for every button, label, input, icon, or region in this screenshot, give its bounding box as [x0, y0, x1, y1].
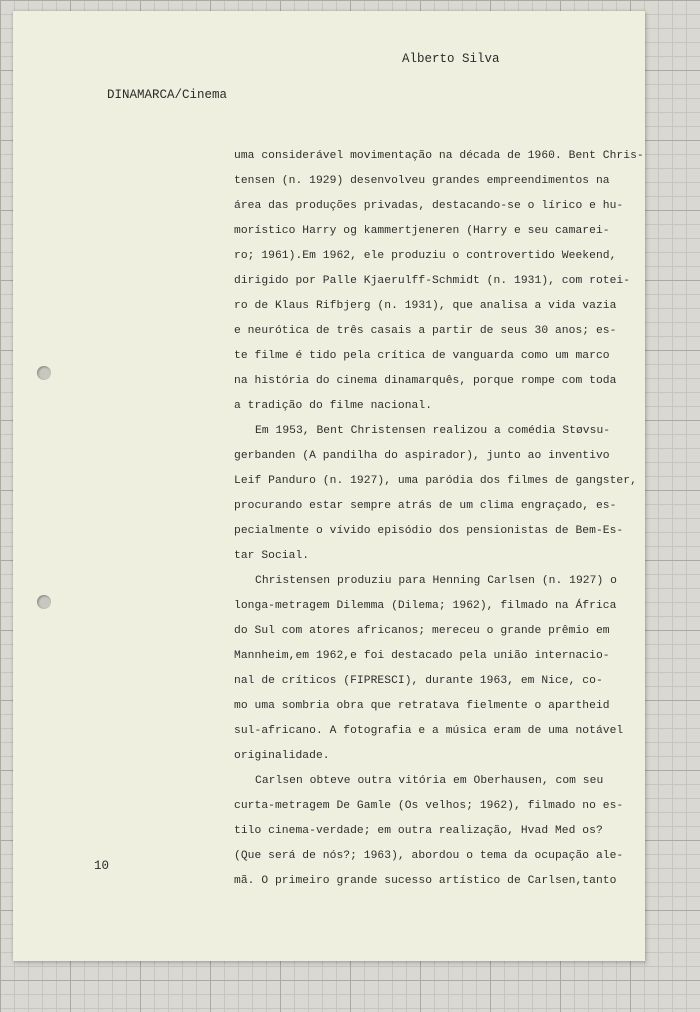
text-line: nal de críticos (FIPRESCI), durante 1963, em Nice, co- [234, 675, 603, 687]
text-line: área das produções privadas, destacando-se o lírico e hu- [234, 200, 624, 212]
text-line: Carlsen obteve outra vitória em Oberhausen, com seu [255, 775, 604, 787]
text-line: na história do cinema dinamarquês, porque rompe com toda [234, 375, 617, 387]
text-line: ro; 1961).Em 1962, ele produziu o controvertido Weekend, [234, 250, 617, 262]
punch-hole [37, 366, 51, 380]
text-line: longa-metragem Dilemma (Dilema; 1962), filmado na África [234, 600, 617, 612]
text-line: originalidade. [234, 750, 330, 762]
document-page [13, 11, 645, 961]
text-line: uma considerável movimentação na década de 1960. Bent Chris- [234, 150, 644, 162]
punch-hole [37, 595, 51, 609]
text-line: gerbanden (A pandilha do aspirador), junto ao inventivo [234, 450, 610, 462]
text-line: tilo cinema-verdade; em outra realização, Hvad Med os? [234, 825, 603, 837]
text-line: ro de Klaus Rifbjerg (n. 1931), que analisa a vida vazia [234, 300, 617, 312]
text-line: mã. O primeiro grande sucesso artístico de Carlsen,tanto [234, 875, 617, 887]
text-line: pecialmente o vívido episódio dos pensionistas de Bem-Es- [234, 525, 624, 537]
text-line: Mannheim,em 1962,e foi destacado pela união internacio- [234, 650, 610, 662]
text-line: procurando estar sempre atrás de um clima engraçado, es- [234, 500, 617, 512]
text-line: (Que será de nós?; 1963), abordou o tema da ocupação ale- [234, 850, 624, 862]
text-line: do Sul com atores africanos; mereceu o grande prêmio em [234, 625, 610, 637]
text-line: e neurótica de três casais a partir de seus 30 anos; es- [234, 325, 617, 337]
text-line: sul-africano. A fotografia e a música eram de uma notável [234, 725, 624, 737]
text-line: te filme é tido pela crítica de vanguarda como um marco [234, 350, 610, 362]
text-line: morístico Harry og kammertjeneren (Harry e seu camarei- [234, 225, 610, 237]
section-heading: DINAMARCA/Cinema [107, 88, 228, 102]
page-number: 10 [94, 859, 110, 873]
text-line: Leif Panduro (n. 1927), uma paródia dos filmes de gangster, [234, 475, 637, 487]
text-line: Em 1953, Bent Christensen realizou a comédia Støvsu- [255, 425, 611, 437]
text-line: curta-metragem De Gamle (Os velhos; 1962), filmado no es- [234, 800, 624, 812]
text-line: a tradição do filme nacional. [234, 400, 433, 412]
author-name: Alberto Silva [402, 52, 500, 66]
text-line: tar Social. [234, 550, 310, 562]
text-line: Christensen produziu para Henning Carlsen (n. 1927) o [255, 575, 617, 587]
text-line: tensen (n. 1929) desenvolveu grandes empreendimentos na [234, 175, 610, 187]
text-line: dirigido por Palle Kjaerulff-Schmidt (n. 1931), com rotei- [234, 275, 631, 287]
text-line: mo uma sombria obra que retratava fielmente o apartheid [234, 700, 610, 712]
